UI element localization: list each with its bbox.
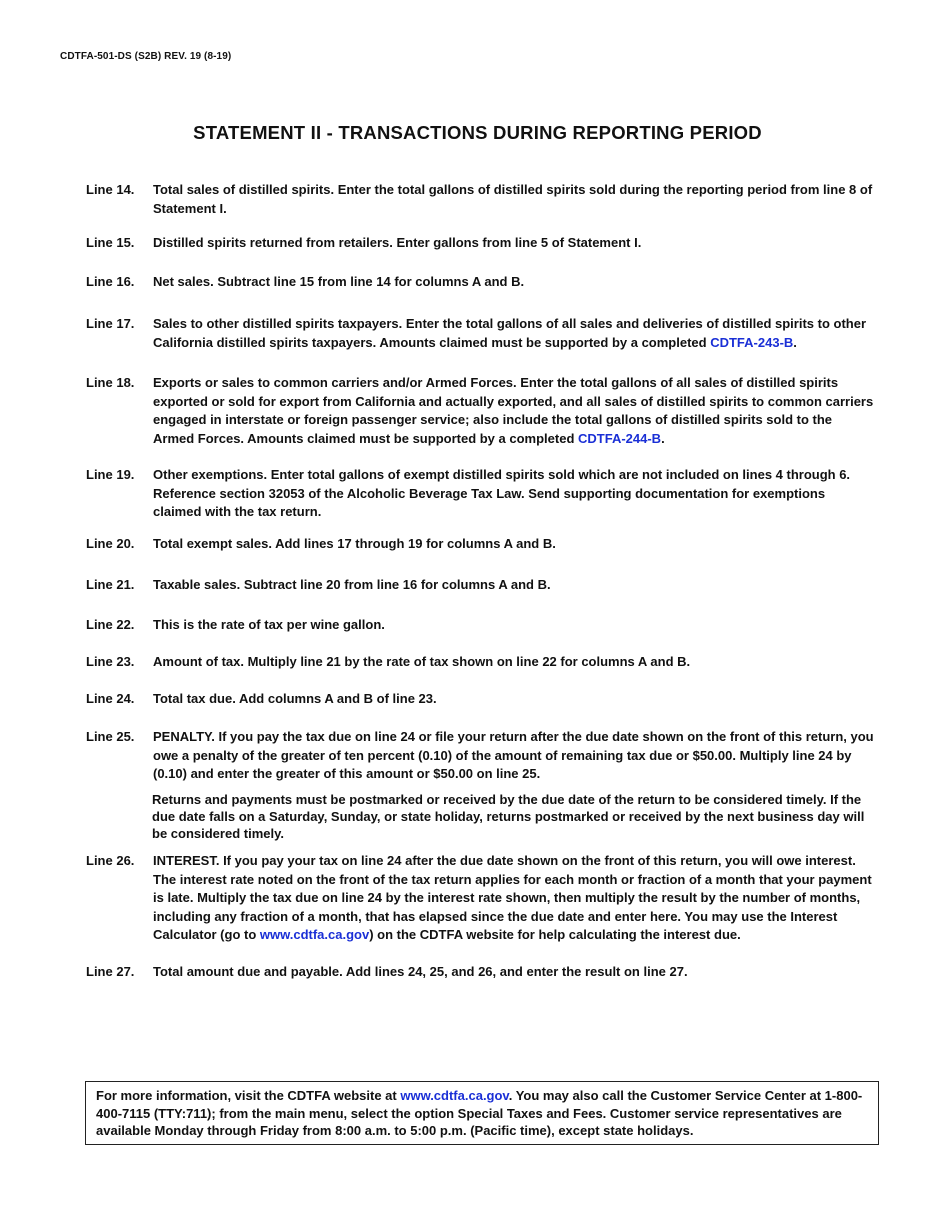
line-label: Line 17. xyxy=(86,316,135,331)
line-text-end: . xyxy=(793,334,797,350)
line-19 xyxy=(86,466,876,522)
line-label: Line 21. xyxy=(86,577,135,592)
line-text: Other exemptions. Enter total gallons of exempt distilled spirits sold which are not included on lines 4 through 6. Reference section 32053 of the Alcoholic Beverage Tax Law. Send supporting documentation for exemptions claimed with the tax return. xyxy=(153,467,851,519)
line-26 xyxy=(86,852,876,945)
line-label: Line 14. xyxy=(86,182,135,197)
line-label: Line 23. xyxy=(86,654,135,669)
line-text: Net sales. Subtract line 15 from line 14 for columns A and B. xyxy=(153,274,525,289)
line-label: Line 27. xyxy=(86,964,135,979)
line-25 xyxy=(86,728,876,784)
line-text: Amount of tax. Multiply line 21 by the rate of tax shown on line 22 for columns A and B. xyxy=(153,654,691,669)
line-text-end: ) on the CDTFA website for help calculating the interest due. xyxy=(369,927,741,942)
form-cdtfa-243-b-link[interactable]: CDTFA-243-B xyxy=(710,334,794,350)
line-text-end: . xyxy=(661,430,665,446)
line-text: PENALTY. If you pay the tax due on line 24 or file your return after the due date shown on the front of this return, you owe a penalty of the greater of ten percent (0.10) of the amount of remaining tax due or $50.00. Multiply line 24 by (0.10) and enter the greater of this amount or $50.00 on line 25. xyxy=(153,729,874,781)
line-16 xyxy=(86,273,876,292)
line-20 xyxy=(86,535,876,554)
line-label: Line 26. xyxy=(86,853,135,868)
line-22 xyxy=(86,616,876,635)
cdtfa-website-link[interactable]: www.cdtfa.ca.gov xyxy=(259,927,370,942)
line-label: Line 25. xyxy=(86,729,135,744)
line-text xyxy=(153,374,876,448)
info-text-end: . You may also call the Customer Service Center at 1-800-400-7115 (TTY:711); from the main menu, select the option Special Taxes and Fees. Customer service representatives are available Monday through Friday from 8:00 a.m. to 5:00 p.m. (Pacific time), except state holidays. xyxy=(96,1088,863,1138)
line-24 xyxy=(86,690,876,709)
line-text-body: Sales to other distilled spirits taxpayers. Enter the total gallons of all sales and deliveries of distilled spirits to other California distilled spirits taxpayers. Amounts claimed must be supported by a completed xyxy=(153,316,867,350)
line-23 xyxy=(86,653,876,672)
line-text: Total tax due. Add columns A and B of line 23. xyxy=(153,691,437,706)
line-text: This is the rate of tax per wine gallon. xyxy=(153,617,385,632)
line-text: Distilled spirits returned from retailers. Enter gallons from line 5 of Statement I. xyxy=(153,235,642,250)
line-label: Line 18. xyxy=(86,375,135,390)
line-text-body: INTEREST. If you pay your tax on line 24 after the due date shown on the front of this return, you will owe interest. The interest rate noted on the front of the tax return applies for each month or fraction of a month that your payment is late. Multiply the tax due on line 24 by the interest rate shown, then multiply the result by the number of months, including any fraction of a month, that has elapsed since the due date and enter here. You may use the Interest Calculator (go to xyxy=(153,853,872,942)
line-15 xyxy=(86,234,876,253)
line-text xyxy=(153,315,876,352)
line-14 xyxy=(86,181,876,218)
form-id: CDTFA-501-DS (S2B) REV. 19 (8-19) xyxy=(60,51,232,62)
form-cdtfa-244-b-link[interactable]: CDTFA-244-B xyxy=(578,430,662,446)
line-label: Line 19. xyxy=(86,467,135,482)
line-text: Total amount due and payable. Add lines 24, 25, and 26, and enter the result on line 27. xyxy=(153,964,688,979)
line-text-body: Exports or sales to common carriers and/or Armed Forces. Enter the total gallons of all sales of distilled spirits exported or sold for export from California and actually exported, and all sales of distilled spirits to common carriers engaged in interstate or foreign passenger service; also include the total gallons of distilled spirits sold to the Armed Forces. Amounts claimed must be supported by a completed xyxy=(153,375,874,446)
more-information-box xyxy=(85,1081,879,1145)
line-text: Total exempt sales. Add lines 17 through 19 for columns A and B. xyxy=(153,536,556,551)
line-text xyxy=(153,852,876,945)
line-17 xyxy=(86,315,876,352)
line-label: Line 24. xyxy=(86,691,135,706)
cdtfa-website-link[interactable]: www.cdtfa.ca.gov xyxy=(400,1088,509,1103)
line-label: Line 20. xyxy=(86,536,135,551)
line-label: Line 16. xyxy=(86,274,135,289)
page-title: STATEMENT II - TRANSACTIONS DURING REPORTING PERIOD xyxy=(193,122,762,143)
line-label: Line 15. xyxy=(86,235,135,250)
line-18 xyxy=(86,374,876,448)
line-27 xyxy=(86,963,876,982)
line-25-timeliness-note: Returns and payments must be postmarked or received by the due date of the return to be considered timely. If the due date falls on a Saturday, Sunday, or state holiday, returns postmarked or received by the next business day will be considered timely. xyxy=(152,792,865,841)
info-text-start: For more information, visit the CDTFA website at xyxy=(96,1088,401,1103)
line-text: Total sales of distilled spirits. Enter the total gallons of distilled spirits sold during the reporting period from line 8 of Statement I. xyxy=(153,182,873,216)
line-text: Taxable sales. Subtract line 20 from line 16 for columns A and B. xyxy=(153,577,551,592)
line-21 xyxy=(86,576,876,595)
line-label: Line 22. xyxy=(86,617,135,632)
